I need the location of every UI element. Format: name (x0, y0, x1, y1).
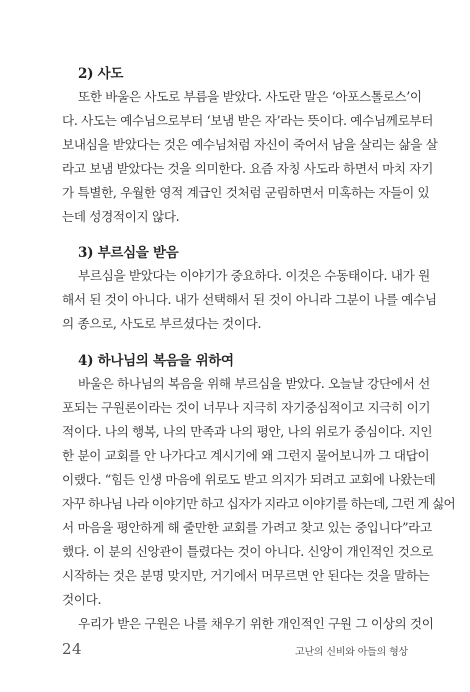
section-heading: 3) 부르심을 받음 (78, 245, 179, 261)
paragraph-line: 서 마음을 평안하게 해 줄만한 교회를 가려고 찾고 있는 중입니다”라고 (62, 520, 432, 535)
paragraph-line: 는데 성경적이지 않다. (62, 209, 180, 224)
paragraph-line: 다. 사도는 예수님으로부터 ‘보냄 받은 자’라는 뜻이다. 예수님께로부터 (62, 113, 434, 128)
paragraph-line: 시작하는 것은 분명 맞지만, 거기에서 머무르면 안 된다는 것을 말하는 (62, 568, 430, 583)
paragraph-line: 부르심을 받았다는 이야기가 중요하다. 이것은 수동태이다. 내가 원 (78, 268, 430, 283)
running-title: 고난의 신비와 아들의 형상 (295, 647, 408, 658)
paragraph-line: 해서 된 것이 아니다. 내가 선택해서 된 것이 아니라 그분이 나를 예수님 (62, 292, 437, 307)
paragraph-line: 포되는 구원론이라는 것이 너무나 지극히 자기중심적이고 지극히 이기 (62, 400, 431, 415)
page-number: 24 (62, 640, 83, 658)
paragraph-line: 한 분이 교회를 안 나가다고 계시기에 왜 그런지 물어보니까 그 대답이 (62, 448, 430, 463)
paragraph-line: 했다. 이 분의 신앙관이 틀렸다는 것이 아니다. 신앙이 개인적인 것으로 (62, 544, 434, 559)
paragraph-line: 의 종으로, 사도로 부르셨다는 것이다. (62, 316, 262, 331)
paragraph-line: 라고 보냄 받았다는 것을 의미한다. 요즘 자칭 사도라 하면서 마치 자기 (62, 161, 434, 176)
paragraph-line: 가 특별한, 우월한 영적 계급인 것처럼 군림하면서 미혹하는 자들이 있 (62, 185, 430, 200)
paragraph-line: 우리가 받은 구원은 나를 채우기 위한 개인적인 구원 그 이상의 것이 (78, 616, 434, 631)
paragraph-line: 자꾸 하나님 나라 이야기만 하고 십자가 지라고 이야기를 하는데, 그런 게 싫어 (62, 496, 455, 511)
section-heading: 4) 하나님의 복음을 위하여 (78, 353, 234, 369)
paragraph-line: 또한 바울은 사도로 부름을 받았다. 사도란 말은 ‘아포스톨로스’이 (78, 89, 422, 104)
paragraph-line: 보내심을 받았다는 것은 예수님처럼 자신이 죽어서 남을 살리는 삶을 살 (62, 137, 438, 152)
paragraph-line: 것이다. (62, 592, 102, 607)
paragraph-line: 적이다. 나의 행복, 나의 만족과 나의 평안, 나의 위로가 중심이다. 지인 (62, 424, 433, 439)
paragraph-line: 바울은 하나님의 복음을 위해 부르심을 받았다. 오늘날 강단에서 선 (78, 376, 430, 391)
paragraph-line: 이랬다. “힘든 인생 마음에 위로도 받고 의지가 되려고 교회에 나왔는데 (62, 472, 436, 487)
section-heading: 2) 사도 (78, 66, 124, 82)
